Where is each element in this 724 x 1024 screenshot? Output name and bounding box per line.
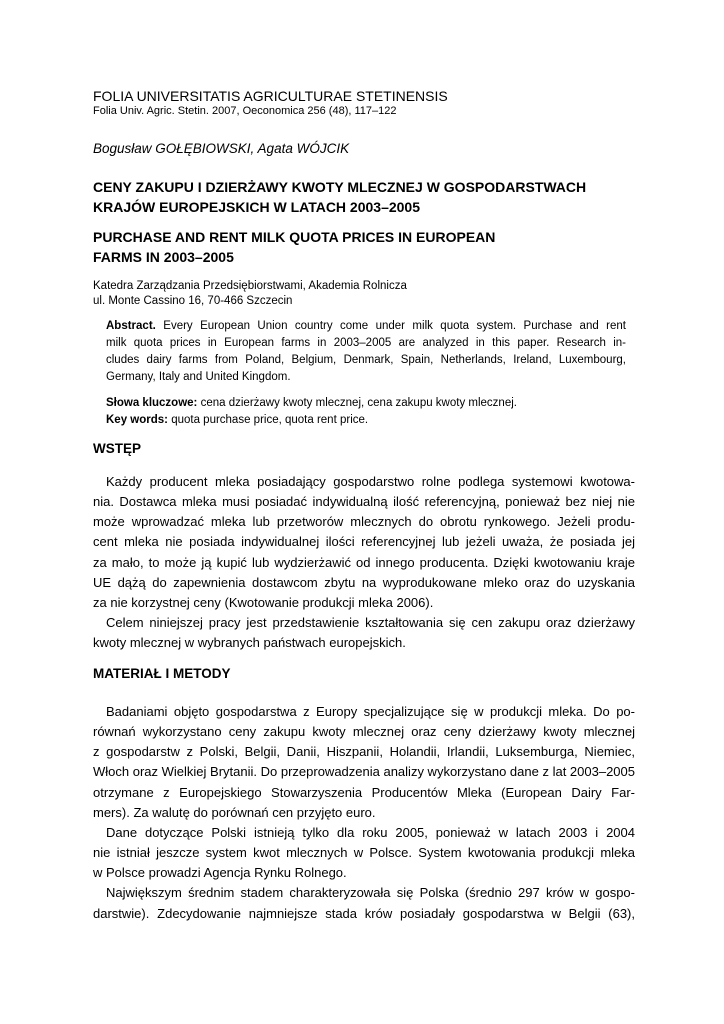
text-line: CENY ZAKUPU I DZIERŻAWY KWOTY MLECZNEJ W GOSPODARSTWACH: [93, 179, 587, 195]
text-line: kwoty mlecznej w wybranych państwach europejskich.: [93, 635, 406, 651]
text-line: milk quota prices in European farms in 2003–2005 are analyzed in this paper. Research in-: [106, 337, 626, 349]
text-line: nia. Dostawca mleka musi posiadać indywidualną ilość referencyjną, ponieważ bez niej nie: [93, 494, 635, 510]
text-line: KRAJÓW EUROPEJSKICH W LATACH 2003–2005: [93, 199, 421, 216]
text-line: za mało, to może ją kupić lub wydzierżawić od innego producenta. Dzięki kwotowaniu kraje: [93, 554, 635, 570]
section-material-i-metody: [93, 702, 635, 924]
text-line: FARMS IN 2003–2005: [93, 249, 234, 266]
paragraph: [93, 702, 635, 823]
authors-line: Bogusław GOŁĘBIOWSKI, Agata WÓJCIK: [93, 141, 350, 156]
text-line: cent mleka nie posiada indywidualnej ilości referencyjnej lub jeżeli uważa, że posiada jej: [93, 534, 635, 550]
text-line: może wprowadzać mleka lub przetworów mlecznych do obrotu rynkowego. Jeżeli produ-: [93, 514, 635, 530]
text-line: Włoch oraz Wielkiej Brytanii. Do przeprowadzenia analizy wykorzystano dane z lat 2003–2005: [93, 764, 635, 780]
keywords: [106, 395, 634, 429]
text-line: UE dążą do zapewnienia dostawcom zbytu na wyprodukowane mleko oraz do uzyskania: [93, 574, 635, 590]
text-line: w Polsce prowadzi Agencja Rynku Rolnego.: [93, 865, 347, 881]
abstract: [106, 318, 626, 386]
text-line: Największym średnim stadem charakteryzowała się Polska (średnio 297 krów w gospo-: [106, 885, 635, 901]
paragraph: [93, 472, 635, 613]
article-title-english: [93, 227, 635, 268]
text-line: Katedra Zarządzania Przedsiębiorstwami, Akademia Rolnicza: [93, 280, 407, 292]
text-line: PURCHASE AND RENT MILK QUOTA PRICES IN EUROPEAN: [93, 229, 496, 245]
text-line: mers). Za walutę do porównań cen przyjęto euro.: [93, 804, 376, 820]
paragraph: [93, 823, 635, 883]
text-line: Badaniami objęto gospodarstwa z Europy specjalizujące się w produkcji mleka. Do po-: [106, 704, 635, 719]
text-line: Każdy producent mleka posiadający gospodarstwo rolne podlega systemowi kwotowa-: [106, 474, 635, 489]
text-line: za nie korzystnej ceny (Kwotowanie produkcji mleka 2006).: [93, 594, 434, 610]
section-heading-wstep: WSTĘP: [93, 441, 142, 456]
paragraph: [93, 613, 635, 653]
text-line: Słowa kluczowe: cena dzierżawy kwoty mlecznej, cena zakupu kwoty mlecznej.: [106, 397, 517, 409]
section-wstep: [93, 472, 635, 653]
section-heading-material-i-metody: MATERIAŁ I METODY: [93, 666, 231, 681]
text-line: Abstract. Every European Union country come under milk quota system. Purchase and rent: [106, 320, 626, 332]
text-line: Celem niniejszej pracy jest przedstawienie kształtowania się cen zakupu oraz dzierżawy: [106, 615, 635, 631]
text-line: Dane dotyczące Polski istnieją tylko dla roku 2005, ponieważ w latach 2003 i 2004: [106, 824, 635, 840]
text-line: nie istniał jeszcze system kwot mlecznych w Polsce. System kwotowania produkcji mleka: [93, 845, 635, 861]
text-line: ul. Monte Cassino 16, 70-466 Szczecin: [93, 294, 293, 307]
affiliation: [93, 279, 635, 308]
text-line: otrzymane z Europejskiego Stowarzyszenia Producentów Mleka (European Dairy Far-: [93, 784, 635, 800]
text-line: z gospodarstw z Polski, Belgii, Danii, Hiszpanii, Holandii, Irlandii, Luksemburga, Niemiec,: [93, 744, 635, 760]
article-title-polish: [93, 177, 635, 218]
text-line: Germany, Italy and United Kingdom.: [106, 371, 291, 383]
text-line: cludes dairy farms from Poland, Belgium, Denmark, Spain, Netherlands, Ireland, Luxembourg,: [106, 354, 626, 366]
journal-citation: Folia Univ. Agric. Stetin. 2007, Oeconomica 256 (48), 117–122: [93, 105, 397, 117]
journal-name: FOLIA UNIVERSITATIS AGRICULTURAE STETINENSIS: [93, 88, 448, 104]
text-line: darstwie). Zdecydowanie najmniejsze stada krów posiadały gospodarstwa w Belgii (63),: [93, 905, 635, 921]
text-line: Key words: quota purchase price, quota rent price.: [106, 414, 369, 426]
paragraph: [93, 883, 635, 923]
text-line: równań wykorzystano ceny zakupu kwoty mlecznej oraz ceny dzierżawy kwoty mlecznej: [93, 724, 635, 740]
